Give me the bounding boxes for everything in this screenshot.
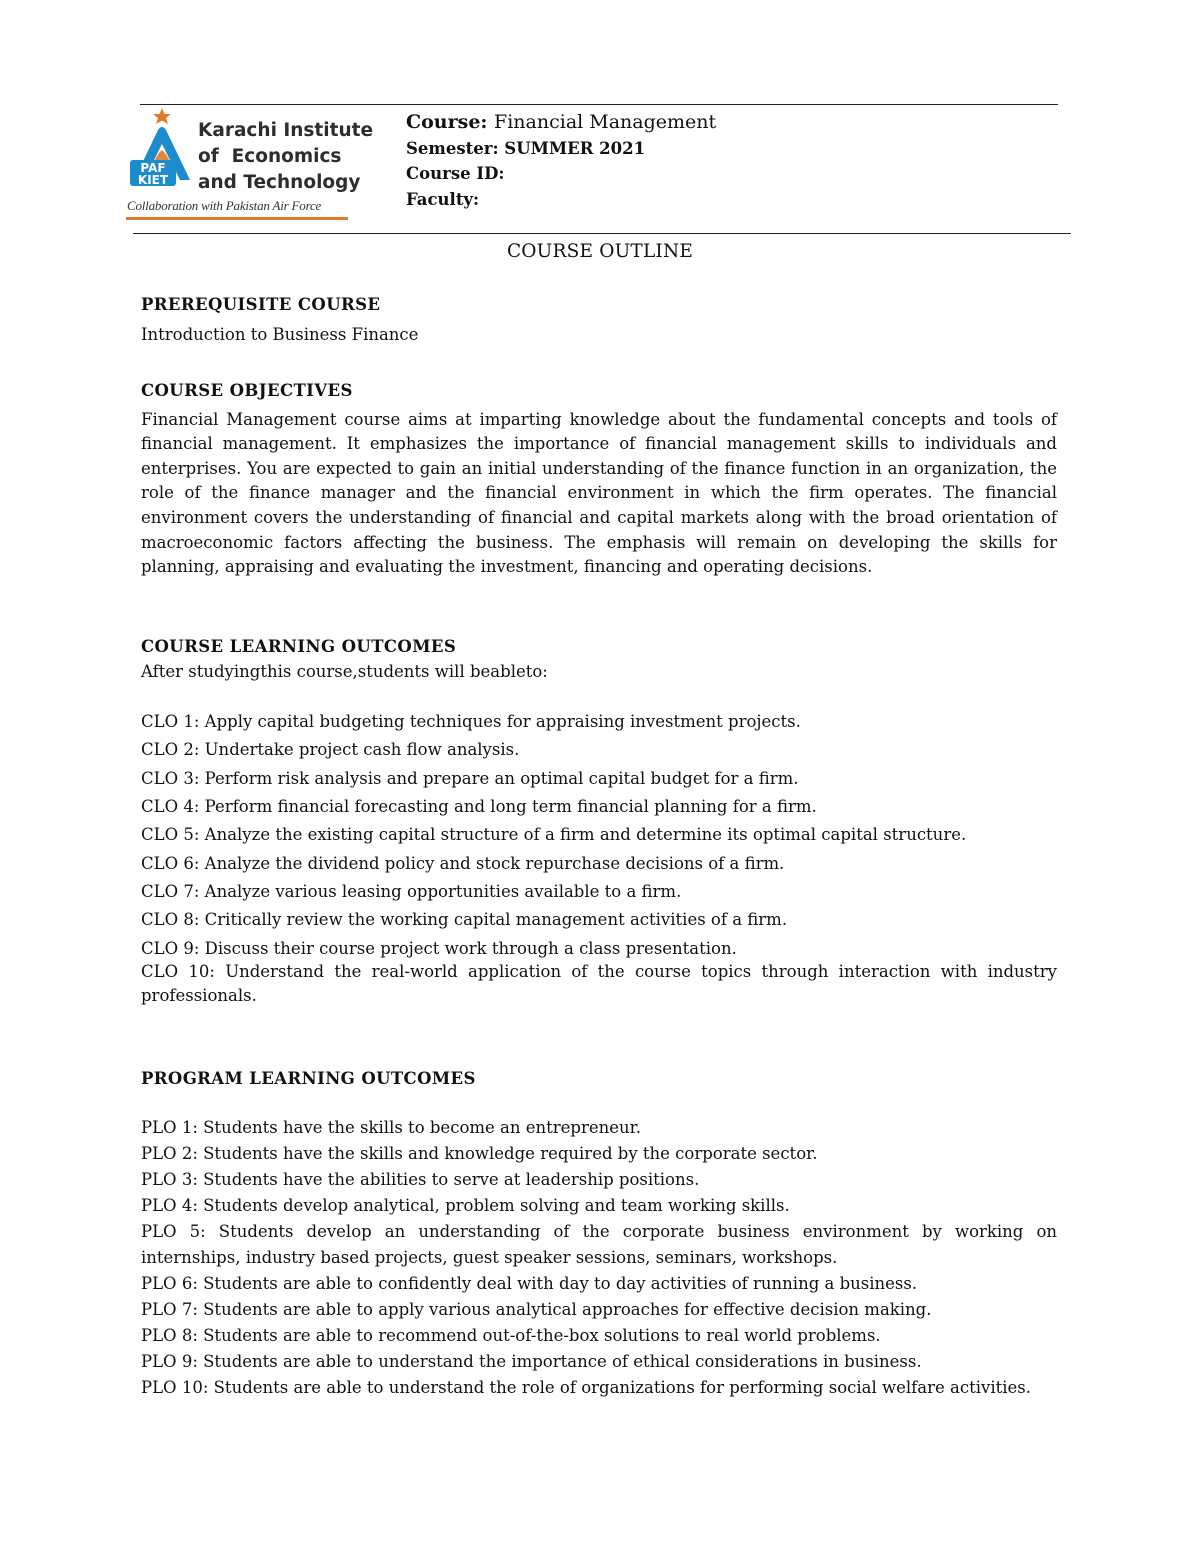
logo-underline bbox=[126, 217, 348, 220]
document-title: COURSE OUTLINE bbox=[506, 241, 694, 262]
plo-item: PLO 3: Students have the abilities to serve at leadership positions. bbox=[141, 1169, 700, 1189]
clo-item: CLO 5: Analyze the existing capital structure of a firm and determine its optimal capital structure. bbox=[141, 825, 967, 845]
prerequisite-text: Introduction to Business Finance bbox=[141, 324, 419, 344]
clo-item-10: CLO 10: Understand the real-world application of the course topics through interaction with industry professionals. bbox=[141, 961, 1057, 1006]
course-info bbox=[406, 110, 716, 212]
plo-item: PLO 7: Students are able to apply various analytical approaches for effective decision making. bbox=[141, 1299, 932, 1319]
logo-line-2: of Economics bbox=[198, 146, 342, 167]
clo-section bbox=[141, 635, 1057, 1009]
clo-item: CLO 4: Perform financial forecasting and long term financial planning for a firm. bbox=[141, 797, 817, 817]
logo-tagline: Collaboration with Pakistan Air Force bbox=[127, 198, 322, 213]
clo-item: CLO 2: Undertake project cash flow analysis. bbox=[141, 740, 520, 760]
plo-section bbox=[141, 1067, 1057, 1401]
plo-heading: PROGRAM LEARNING OUTCOMES bbox=[141, 1069, 476, 1088]
semester-line: Semester: SUMMER 2021 bbox=[406, 138, 646, 158]
plo-item: PLO 5: Students develop an understanding of the corporate business environment by working on internships, industry based projects, guest speaker sessions, seminars, workshops. bbox=[141, 1221, 1057, 1267]
clo-item: CLO 1: Apply capital budgeting techniques for appraising investment projects. bbox=[141, 712, 801, 732]
clo-list bbox=[141, 708, 1057, 963]
plo-item: PLO 1: Students have the skills to become an entrepreneur. bbox=[141, 1117, 641, 1137]
plo-list bbox=[141, 1115, 1057, 1401]
plo-item: PLO 8: Students are able to recommend out-of-the-box solutions to real world problems. bbox=[141, 1325, 881, 1345]
header-bottom-rule bbox=[133, 233, 1071, 234]
course-id-line: Course ID: bbox=[406, 164, 505, 183]
clo-heading: COURSE LEARNING OUTCOMES bbox=[141, 637, 457, 656]
institute-logo bbox=[124, 106, 374, 220]
clo-item: CLO 3: Perform risk analysis and prepare an optimal capital budget for a firm. bbox=[141, 768, 799, 788]
logo-emblem-icon bbox=[124, 106, 204, 198]
plo-item: PLO 6: Students are able to confidently deal with day to day activities of running a business. bbox=[141, 1273, 918, 1293]
course-name: Financial Management bbox=[494, 111, 717, 133]
clo-intro: After studyingthis course,students will beableto: bbox=[141, 661, 548, 681]
clo-item: CLO 6: Analyze the dividend policy and stock repurchase decisions of a firm. bbox=[141, 853, 785, 873]
objectives-heading: COURSE OBJECTIVES bbox=[141, 381, 353, 400]
logo-badge-bottom: KIET bbox=[137, 173, 169, 187]
plo-item: PLO 4: Students develop analytical, problem solving and team working skills. bbox=[141, 1195, 790, 1215]
objectives-text: Financial Management course aims at imparting knowledge about the fundamental concepts and tools of financial management. It emphasizes the importance of financial management skills to individuals and enterprises. You are expected to gain an initial understanding of the finance function in an organization, the role of the finance manager and the financial environment in which the firm operates. The financial environment covers the understanding of financial and capital markets along with the broad orientation of macroeconomic factors affecting the business. The emphasis will remain on developing the skills for planning, appraising and evaluating the investment, financing and operating decisions. bbox=[141, 409, 1057, 577]
plo-item: PLO 10: Students are able to understand the role of organizations for performing social welfare activities. bbox=[141, 1377, 1031, 1397]
course-label: Course: bbox=[406, 111, 495, 133]
logo-badge-top: PAF bbox=[140, 161, 166, 175]
logo-institute-name bbox=[198, 118, 373, 196]
header-top-rule bbox=[140, 104, 1058, 105]
logo-line-3: and Technology bbox=[198, 172, 361, 193]
prerequisite-section bbox=[141, 293, 1057, 347]
prerequisite-heading: PREREQUISITE COURSE bbox=[141, 295, 381, 314]
logo-line-1: Karachi Institute bbox=[198, 120, 374, 141]
clo-item: CLO 9: Discuss their course project work through a class presentation. bbox=[141, 938, 737, 958]
course-name-line bbox=[406, 110, 716, 136]
faculty-line: Faculty: bbox=[406, 189, 480, 209]
plo-item: PLO 2: Students have the skills and knowledge required by the corporate sector. bbox=[141, 1143, 818, 1163]
objectives-section bbox=[141, 379, 1057, 580]
clo-item: CLO 8: Critically review the working capital management activities of a firm. bbox=[141, 910, 788, 930]
clo-item: CLO 7: Analyze various leasing opportunities available to a firm. bbox=[141, 881, 682, 901]
plo-item: PLO 9: Students are able to understand the importance of ethical considerations in business. bbox=[141, 1351, 922, 1371]
